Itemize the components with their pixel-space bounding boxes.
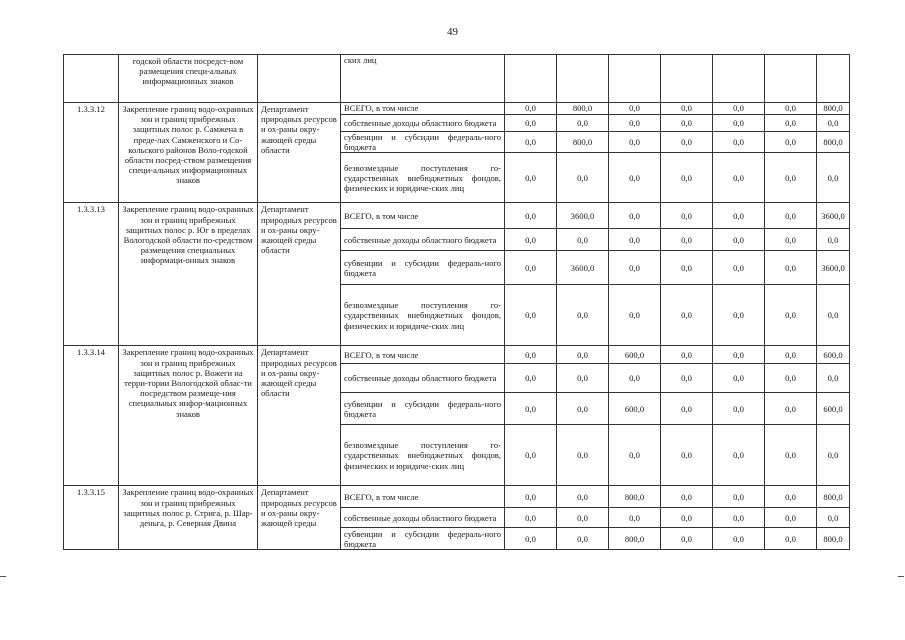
value-cell: 0,0	[609, 203, 661, 229]
funding-source-cell: ВСЕГО, в том числе	[341, 203, 505, 229]
value-cell: 0,0	[765, 229, 817, 251]
funding-source-cell: ВСЕГО, в том числе	[341, 103, 505, 115]
value-cell: 0,0	[817, 115, 850, 132]
value-cell: 0,0	[817, 229, 850, 251]
value-cell	[817, 55, 850, 103]
measure-code-cell: 1.3.3.12	[64, 103, 119, 203]
executor-cell: Департамент природных ресурсов и ох-раны окру-жающей среды области	[258, 346, 341, 486]
value-cell: 800,0	[817, 132, 850, 153]
value-cell: 0,0	[609, 508, 661, 528]
value-cell: 0,0	[661, 364, 713, 393]
value-cell: 600,0	[609, 393, 661, 425]
value-cell: 0,0	[661, 229, 713, 251]
value-cell: 600,0	[817, 346, 850, 364]
value-cell: 0,0	[713, 528, 765, 550]
value-cell: 0,0	[505, 346, 557, 364]
value-cell: 0,0	[661, 486, 713, 508]
value-cell: 0,0	[505, 251, 557, 285]
value-cell: 0,0	[609, 285, 661, 346]
value-cell: 600,0	[609, 346, 661, 364]
value-cell: 0,0	[557, 425, 609, 486]
value-cell: 0,0	[661, 425, 713, 486]
funding-source-cell: собственные доходы областного бюджета	[341, 115, 505, 132]
value-cell: 0,0	[505, 393, 557, 425]
value-cell: 800,0	[817, 103, 850, 115]
funding-source-cell: субвенции и субсидии федераль-ного бюджета	[341, 393, 505, 425]
table-row	[64, 346, 850, 364]
value-cell: 0,0	[765, 393, 817, 425]
table-row	[64, 486, 850, 508]
value-cell: 0,0	[713, 346, 765, 364]
value-cell	[765, 55, 817, 103]
value-cell: 0,0	[505, 203, 557, 229]
value-cell: 0,0	[505, 132, 557, 153]
measure-name-cell: Закрепление границ водо-охранных зон и границ прибрежных защитных полос р. Юг в пределах Вологодской области по-средством размещения специальных информаци-онных знаков	[119, 203, 258, 346]
value-cell: 0,0	[505, 486, 557, 508]
value-cell: 0,0	[765, 528, 817, 550]
value-cell: 3600,0	[817, 251, 850, 285]
value-cell: 0,0	[609, 425, 661, 486]
value-cell: 800,0	[817, 486, 850, 508]
value-cell: 0,0	[609, 115, 661, 132]
value-cell: 0,0	[661, 103, 713, 115]
value-cell: 0,0	[713, 115, 765, 132]
funding-source-cell: безвозмездные поступления го-сударственных внебюджетных фондов, физических и юридиче-ских лиц	[341, 153, 505, 203]
value-cell: 0,0	[713, 203, 765, 229]
value-cell	[713, 55, 765, 103]
value-cell: 800,0	[557, 103, 609, 115]
executor-cell	[258, 55, 341, 103]
value-cell	[609, 55, 661, 103]
value-cell: 0,0	[661, 115, 713, 132]
value-cell: 0,0	[505, 115, 557, 132]
value-cell: 0,0	[661, 203, 713, 229]
value-cell: 0,0	[557, 508, 609, 528]
budget-table	[63, 54, 850, 550]
value-cell: 0,0	[765, 364, 817, 393]
value-cell: 0,0	[765, 508, 817, 528]
value-cell	[557, 55, 609, 103]
value-cell: 0,0	[661, 285, 713, 346]
value-cell: 0,0	[505, 528, 557, 550]
value-cell: 0,0	[661, 346, 713, 364]
value-cell: 0,0	[557, 153, 609, 203]
funding-source-cell: собственные доходы областного бюджета	[341, 229, 505, 251]
scan-mark	[0, 576, 6, 577]
value-cell: 800,0	[817, 528, 850, 550]
scan-mark	[898, 576, 904, 577]
value-cell: 0,0	[713, 393, 765, 425]
value-cell: 0,0	[609, 229, 661, 251]
value-cell: 0,0	[557, 364, 609, 393]
value-cell: 0,0	[661, 251, 713, 285]
value-cell: 0,0	[817, 508, 850, 528]
value-cell	[505, 55, 557, 103]
table-row	[64, 203, 850, 229]
value-cell: 0,0	[505, 364, 557, 393]
value-cell: 0,0	[609, 153, 661, 203]
value-cell: 800,0	[609, 528, 661, 550]
value-cell: 0,0	[765, 425, 817, 486]
value-cell: 0,0	[557, 486, 609, 508]
value-cell: 0,0	[713, 364, 765, 393]
funding-source-cell: безвозмездные поступления го-сударственных внебюджетных фондов, физических и юридиче-ских лиц	[341, 425, 505, 486]
funding-source-cell: ВСЕГО, в том числе	[341, 346, 505, 364]
measure-code-cell: 1.3.3.15	[64, 486, 119, 550]
value-cell: 800,0	[557, 132, 609, 153]
measure-code-cell: 1.3.3.13	[64, 203, 119, 346]
table-row	[64, 103, 850, 115]
value-cell: 0,0	[557, 285, 609, 346]
value-cell	[661, 55, 713, 103]
value-cell: 3600,0	[557, 251, 609, 285]
value-cell: 0,0	[765, 103, 817, 115]
value-cell: 0,0	[765, 153, 817, 203]
value-cell: 600,0	[817, 393, 850, 425]
value-cell: 0,0	[765, 203, 817, 229]
value-cell: 0,0	[661, 153, 713, 203]
value-cell: 0,0	[609, 251, 661, 285]
value-cell: 3600,0	[557, 203, 609, 229]
value-cell: 0,0	[609, 364, 661, 393]
value-cell: 0,0	[505, 508, 557, 528]
value-cell: 0,0	[661, 508, 713, 528]
value-cell: 0,0	[713, 103, 765, 115]
measure-name-cell: Закрепление границ водо-охранных зон и границ прибрежных защитных полос р. Самжена в преде-лах Самженского и Со-кольского районов Воло-годской области посред-ством размещения специ-альных информационных знаков	[119, 103, 258, 203]
value-cell: 0,0	[609, 132, 661, 153]
funding-source-cell: субвенции и субсидии федераль-ного бюджета	[341, 132, 505, 153]
value-cell: 0,0	[557, 229, 609, 251]
executor-cell: Департамент природных ресурсов и ох-раны окру-жающей среды области	[258, 103, 341, 203]
value-cell: 0,0	[505, 103, 557, 115]
measure-name-cell: Закрепление границ водо-охранных зон и границ прибрежных защитных полос р. Вожеги на терри-тории Вологодской облас-ти посредством размеще-ния специальных инфор-мационных знаков	[119, 346, 258, 486]
funding-source-cell: безвозмездные поступления го-сударственных внебюджетных фондов, физических и юридиче-ских лиц	[341, 285, 505, 346]
value-cell: 0,0	[661, 528, 713, 550]
value-cell: 0,0	[817, 153, 850, 203]
funding-source-cell: собственные доходы областного бюджета	[341, 364, 505, 393]
code-cell	[64, 55, 119, 103]
value-cell: 0,0	[557, 528, 609, 550]
funding-source-cell: субвенции и субсидии федераль-ного бюджета	[341, 528, 505, 550]
value-cell: 0,0	[505, 285, 557, 346]
value-cell: 0,0	[765, 346, 817, 364]
measure-code-cell: 1.3.3.14	[64, 346, 119, 486]
value-cell: 0,0	[765, 115, 817, 132]
value-cell: 3600,0	[817, 203, 850, 229]
value-cell: 0,0	[713, 251, 765, 285]
value-cell: 0,0	[765, 251, 817, 285]
source-cell: ских лиц	[341, 55, 505, 103]
value-cell: 0,0	[557, 393, 609, 425]
value-cell: 0,0	[609, 103, 661, 115]
measure-name-cell: Закрепление границ водо-охранных зон и границ прибрежных защитных полос р. Стрига, р. Шар-деньга, р. Северная Двина	[119, 486, 258, 550]
value-cell: 0,0	[817, 364, 850, 393]
value-cell: 0,0	[765, 132, 817, 153]
value-cell: 0,0	[557, 115, 609, 132]
value-cell: 0,0	[713, 229, 765, 251]
value-cell: 0,0	[505, 229, 557, 251]
value-cell: 0,0	[713, 486, 765, 508]
value-cell: 0,0	[557, 346, 609, 364]
value-cell: 0,0	[817, 285, 850, 346]
value-cell: 800,0	[609, 486, 661, 508]
funding-source-cell: собственные доходы областного бюджета	[341, 508, 505, 528]
value-cell: 0,0	[765, 285, 817, 346]
page-number: 49	[447, 26, 458, 38]
value-cell: 0,0	[713, 425, 765, 486]
funding-source-cell: ВСЕГО, в том числе	[341, 486, 505, 508]
value-cell: 0,0	[713, 132, 765, 153]
executor-cell: Департамент природных ресурсов и ох-раны окру-жающей среды области	[258, 203, 341, 346]
measure-name-cell: годской области посредст-вом размещения специ-альных информационных знаков	[119, 55, 258, 103]
table-row	[64, 55, 850, 103]
value-cell: 0,0	[661, 132, 713, 153]
value-cell: 0,0	[713, 153, 765, 203]
value-cell: 0,0	[765, 486, 817, 508]
value-cell: 0,0	[661, 393, 713, 425]
value-cell: 0,0	[505, 153, 557, 203]
value-cell: 0,0	[713, 285, 765, 346]
value-cell: 0,0	[817, 425, 850, 486]
funding-source-cell: субвенции и субсидии федераль-ного бюджета	[341, 251, 505, 285]
executor-cell: Департамент природных ресурсов и ох-раны окру-жающей среды	[258, 486, 341, 550]
value-cell: 0,0	[505, 425, 557, 486]
value-cell: 0,0	[713, 508, 765, 528]
